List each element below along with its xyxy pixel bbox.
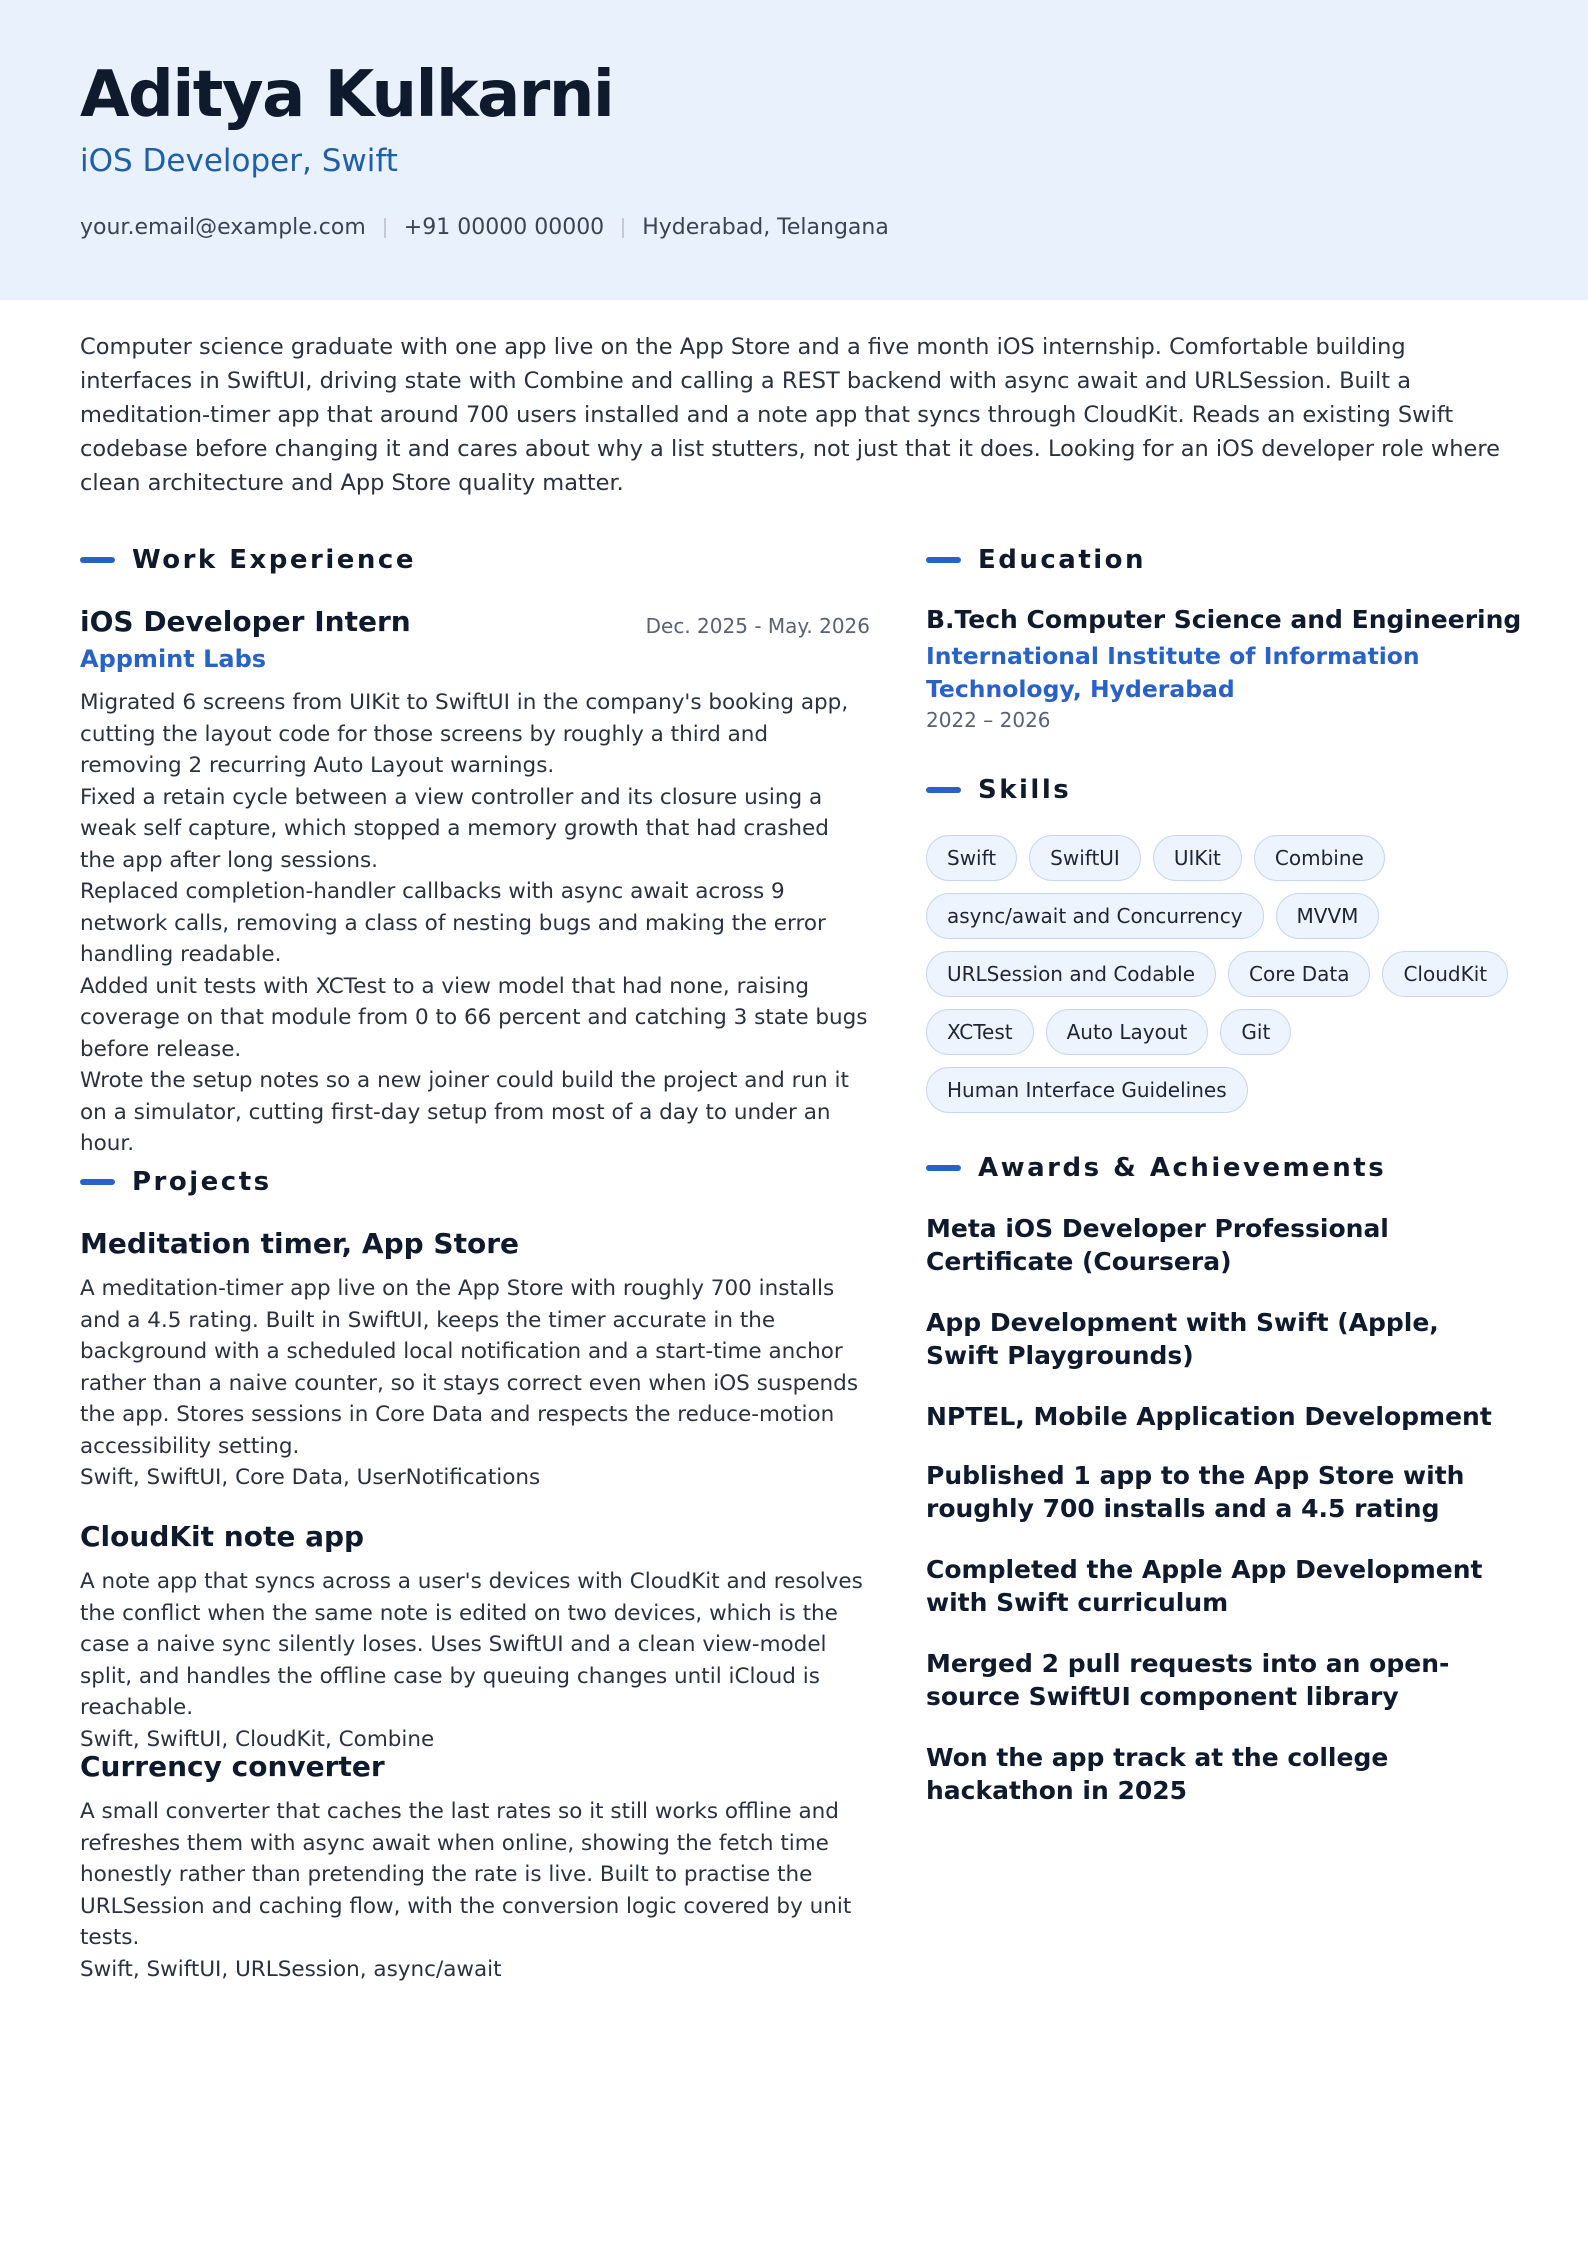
project-tech: Swift, SwiftUI, URLSession, async/await: [80, 1956, 502, 1982]
award-item: App Development with Swift (Apple, Swift Playgrounds): [926, 1308, 1439, 1370]
section-accent-bar: [926, 557, 961, 563]
project-summary: A meditation-timer app live on the App Store with roughly 700 installs and a 4.5 rating. Built in SwiftUI, keeps the timer accurate in the background with a scheduled local notification and a start-time anchor rather than a naive counter, so it stays correct even when iOS suspends the app. Stores sessions in Core Data and respects the reduce-motion accessibility setting.: [80, 1276, 859, 1459]
skill-chip: Git: [1220, 1009, 1291, 1055]
section-accent-bar: [80, 557, 115, 563]
email-text: your.email@example.com: [80, 215, 366, 240]
job-title: iOS Developer Intern: [80, 605, 411, 638]
job-bullet: Added unit tests with XCTest to a view model that had none, raising coverage on that module from 0 to 66 percent and catching 3 state bugs before release.: [80, 973, 868, 1062]
skill-chip: CloudKit: [1382, 951, 1508, 997]
section-title: Skills: [978, 775, 1072, 805]
skill-chip: Combine: [1254, 835, 1385, 881]
contact-divider: [384, 218, 386, 238]
section-accent-bar: [80, 1179, 115, 1185]
skill-chip: MVVM: [1276, 893, 1380, 939]
section-accent-bar: [926, 787, 961, 793]
job-company: Appmint Labs: [80, 645, 267, 673]
project-description: [80, 1796, 870, 1985]
project-tech: Swift, SwiftUI, CloudKit, Combine: [80, 1726, 435, 1752]
summary-paragraph: Computer science graduate with one app live on the App Store and a five month iOS internship. Comfortable building interfaces in SwiftUI, driving state with Combine and calling a REST backend with async await and URLSession. Built a meditation-timer app that around 700 users installed and a note app that syncs through CloudKit. Reads an existing Swift codebase before changing it and cares about why a list stutters, not just that it does. Looking for an iOS developer role where clean architecture and App Store quality matter.: [80, 334, 1500, 496]
skills-heading: [926, 775, 1071, 805]
projects-heading: [80, 1167, 272, 1197]
education-degree: B.Tech Computer Science and Engineering: [926, 605, 1522, 634]
skill-chip: SwiftUI: [1029, 835, 1141, 881]
award-item: Published 1 app to the App Store with roughly 700 installs and a 4.5 rating: [926, 1461, 1465, 1523]
section-title: Work Experience: [132, 545, 416, 575]
skill-chip: XCTest: [926, 1009, 1034, 1055]
skill-chip: Auto Layout: [1046, 1009, 1209, 1055]
section-title: Projects: [132, 1167, 272, 1197]
award-item: NPTEL, Mobile Application Development: [926, 1402, 1492, 1431]
project-summary: A note app that syncs across a user's devices with CloudKit and resolves the conflict when the same note is edited on two devices, which is the case a naive sync silently loses. Uses SwiftUI and a clean view-model split, and handles the offline case by queuing changes until iCloud is reachable.: [80, 1569, 863, 1720]
project-tech: Swift, SwiftUI, Core Data, UserNotifications: [80, 1465, 541, 1490]
job-bullet: Wrote the setup notes so a new joiner could build the project and run it on a simulator, cutting first-day setup from most of a day to under an hour.: [80, 1068, 849, 1156]
job-bullet: Replaced completion-handler callbacks with async await across 9 network calls, removing a class of nesting bugs and making the error handling readable.: [80, 879, 826, 967]
project-summary: A small converter that caches the last rates so it still works offline and refreshes them with async await when online, showing the fetch time honestly rather than pretending the rate is live. Built to practise the URLSession and caching flow, with the conversion logic covered by unit tests.: [80, 1799, 852, 1950]
award-item: Meta iOS Developer Professional Certificate (Coursera): [926, 1214, 1389, 1276]
job-bullet: Migrated 6 screens from UIKit to SwiftUI in the company's booking app, cutting the layout code for those screens by roughly a third and removing 2 recurring Auto Layout warnings.: [80, 690, 849, 778]
skill-chip: async/await and Concurrency: [926, 893, 1264, 939]
project-title: CloudKit note app: [80, 1520, 365, 1553]
skill-chip: Swift: [926, 835, 1017, 881]
skill-chip: UIKit: [1153, 835, 1242, 881]
contact-line: [80, 215, 889, 240]
education-school: International Institute of Information Technology, Hyderabad: [926, 642, 1420, 703]
job-bullets: [80, 687, 870, 1160]
project-description: [80, 1273, 870, 1494]
work-experience-heading: [80, 545, 416, 575]
candidate-role: iOS Developer, Swift: [80, 143, 398, 179]
award-item: Won the app track at the college hackathon in 2025: [926, 1743, 1389, 1805]
skill-chip: Core Data: [1228, 951, 1370, 997]
header-banner: [0, 0, 1588, 300]
awards-heading: [926, 1153, 1386, 1183]
phone-text: +91 00000 00000: [403, 215, 605, 240]
candidate-name: Aditya Kulkarni: [80, 58, 614, 132]
project-description: [80, 1566, 870, 1755]
project-title: Currency converter: [80, 1750, 385, 1783]
award-item: Merged 2 pull requests into an open-source SwiftUI component library: [926, 1649, 1450, 1711]
contact-divider: [622, 218, 624, 238]
skill-chip: Human Interface Guidelines: [926, 1067, 1248, 1113]
award-item: Completed the Apple App Development with Swift curriculum: [926, 1555, 1483, 1617]
section-title: Education: [978, 545, 1147, 575]
job-bullet: Fixed a retain cycle between a view controller and its closure using a weak self capture, which stopped a memory growth that had crashed the app after long sessions.: [80, 784, 829, 873]
section-title: Awards & Achievements: [978, 1153, 1387, 1183]
skills-list: [926, 835, 1510, 1113]
skill-chip: URLSession and Codable: [926, 951, 1216, 997]
project-title: Meditation timer, App Store: [80, 1227, 519, 1260]
location-text: Hyderabad, Telangana: [642, 215, 889, 240]
job-dates: Dec. 2025 - May. 2026: [645, 614, 870, 638]
education-heading: [926, 545, 1146, 575]
section-accent-bar: [926, 1165, 961, 1171]
education-years: 2022 – 2026: [926, 708, 1051, 732]
